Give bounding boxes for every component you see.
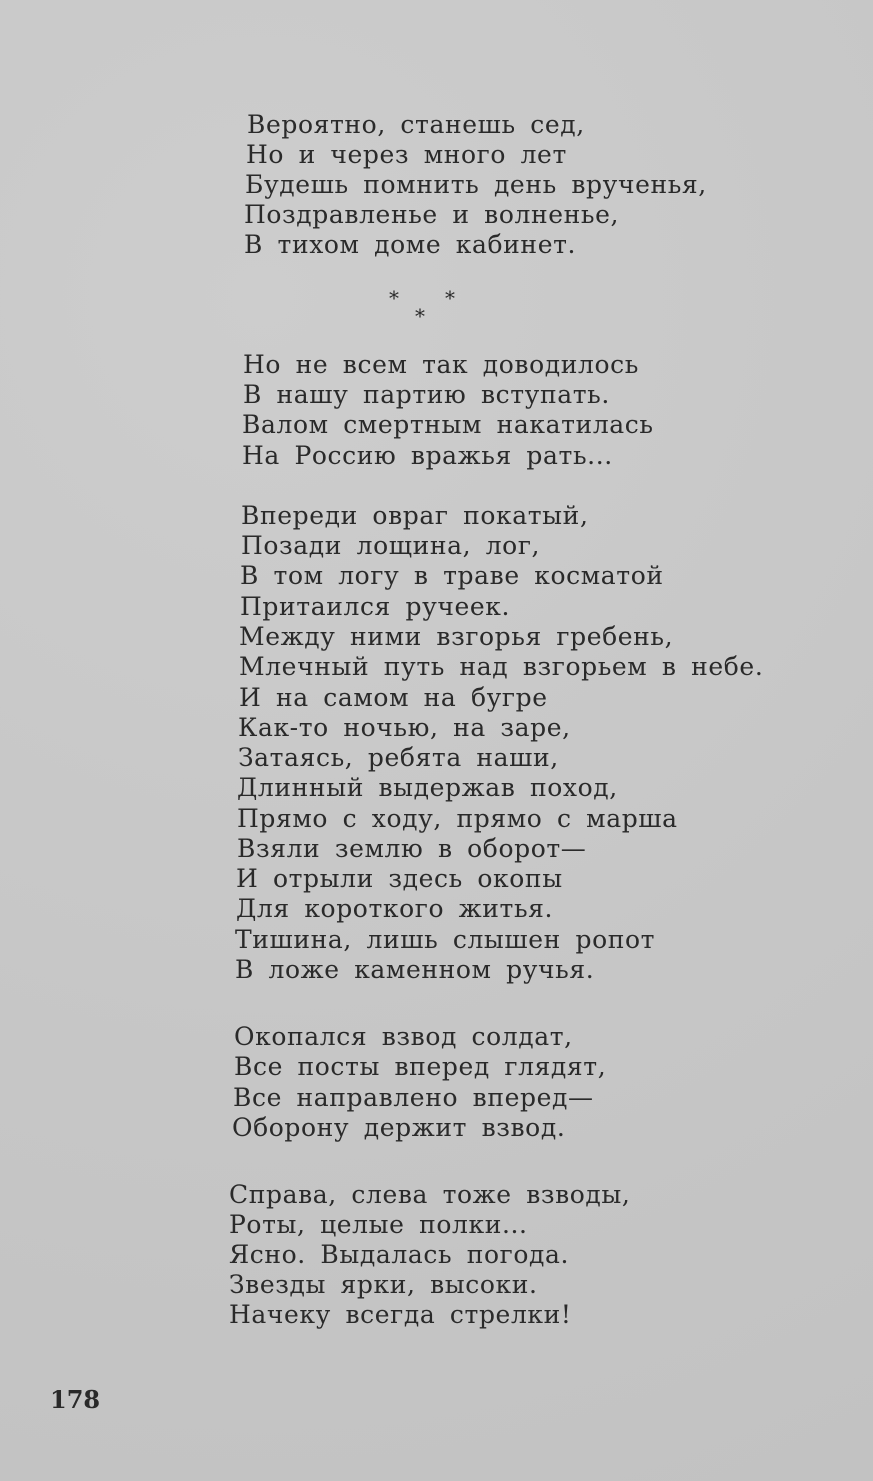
poem-line: Для короткого житья. xyxy=(236,894,554,923)
page-number: 178 xyxy=(50,1385,101,1414)
poem-line: Длинный выдержав поход, xyxy=(237,773,618,802)
section-separator xyxy=(385,286,465,326)
poem-line: Но не всем так доводилось xyxy=(243,350,639,379)
poem-line: Прямо с ходу, прямо с марша xyxy=(237,804,678,833)
poem-line: Вероятно, станешь сед, xyxy=(247,110,585,139)
poem-line: Звезды ярки, высоки. xyxy=(229,1270,538,1299)
poem-line: Все посты вперед глядят, xyxy=(234,1052,607,1081)
poem-line: Притаился ручеек. xyxy=(240,592,511,621)
poem-line: Окопался взвод солдат, xyxy=(234,1022,573,1051)
poem-line: Между ними взгорья гребень, xyxy=(239,622,674,651)
poem-line: В ложе каменном ручья. xyxy=(235,955,595,984)
poem-line: Но и через много лет xyxy=(246,140,567,169)
poem-line: Тишина, лишь слышен ропот xyxy=(235,925,656,954)
poem-line: Как-то ночью, на заре, xyxy=(238,713,571,742)
poem-line: Будешь помнить день врученья, xyxy=(245,170,707,199)
poem-line: На Россию вражья рать... xyxy=(242,441,613,470)
poem-line: Млечный путь над взгорьем в небе. xyxy=(239,652,764,681)
poem-line: Затаясь, ребята наши, xyxy=(238,743,559,772)
poem-line: Позади лощина, лог, xyxy=(241,531,541,560)
poem-line: Впереди овраг покатый, xyxy=(241,501,589,530)
separator-star: * xyxy=(415,304,425,328)
poem-line: В том логу в траве косматой xyxy=(240,561,664,590)
poem-line: И отрыли здесь окопы xyxy=(236,864,563,893)
poem-line: Все направлено вперед— xyxy=(233,1083,594,1112)
separator-star: * xyxy=(389,286,399,310)
poem-line: Оборону держит взвод. xyxy=(232,1113,566,1142)
poem-line: Поздравленье и волненье, xyxy=(244,200,620,229)
poem-line: В нашу партию вступать. xyxy=(243,380,610,409)
poem-line: Роты, целые полки... xyxy=(229,1210,528,1239)
separator-star: * xyxy=(445,286,455,310)
poem-line: И на самом на бугре xyxy=(239,683,548,712)
poem-line: Валом смертным накатилась xyxy=(242,410,654,439)
poem-line: Ясно. Выдалась погода. xyxy=(229,1240,570,1269)
poem-line: Начеку всегда стрелки! xyxy=(229,1300,572,1329)
poem-line: Справа, слева тоже взводы, xyxy=(229,1180,631,1209)
poem-line: Взяли землю в оборот— xyxy=(237,834,587,863)
poem-line: В тихом доме кабинет. xyxy=(244,230,577,259)
